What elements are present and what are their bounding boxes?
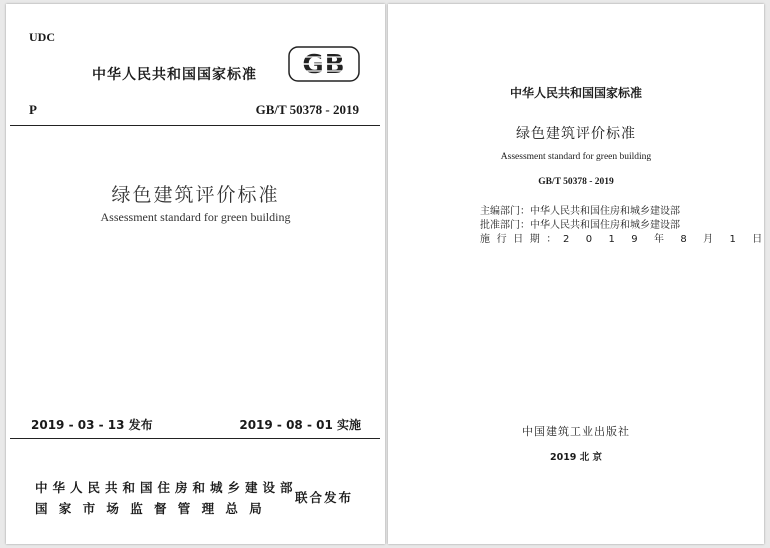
issue-date: 2019 - 03 - 13 发布 (31, 418, 153, 432)
udc-label: UDC (29, 30, 55, 44)
publication-year-place: 2019 北 京 (549, 452, 603, 463)
editor-department: 主编部门：中华人民共和国住房和城乡建设部 (480, 206, 680, 217)
title-page (388, 4, 769, 544)
title-page-code: GB/T 50378 - 2019 (538, 177, 614, 187)
bottom-divider (10, 438, 380, 439)
national-standard-heading: 中华人民共和国国家标准 (92, 67, 257, 83)
effective-date: 施行日期：2 0 1 9 年 8 月 1 日 (480, 234, 769, 245)
title-page-title-zh: 绿色建筑评价标准 (516, 126, 636, 142)
standard-code: GB/T 50378 - 2019 (255, 102, 359, 117)
category-code: P (29, 102, 37, 117)
joint-issue-label: 联合发布 (295, 490, 354, 505)
national-standard-heading: 中华人民共和国国家标准 (509, 86, 642, 100)
publisher-name: 中国建筑工业出版社 (522, 425, 630, 438)
title-page-title-en: Assessment standard for green building (500, 152, 652, 162)
approval-department: 批准部门：中华人民共和国住房和城乡建设部 (480, 220, 680, 231)
cover-title-zh: 绿色建筑评价标准 (111, 184, 280, 206)
implement-date: 2019 - 08 - 01 实施 (239, 418, 361, 432)
gb-logo-icon (288, 46, 360, 82)
publisher-ministry: 中华人民共和国住房和城乡建设部 (35, 480, 298, 495)
publisher-administration: 国家市场监督管理总局 (35, 501, 274, 516)
top-divider (10, 125, 380, 126)
svg-text:GB: GB (302, 50, 346, 80)
cover-page (6, 4, 385, 544)
cover-title-en: Assessment standard for green building (100, 210, 291, 224)
